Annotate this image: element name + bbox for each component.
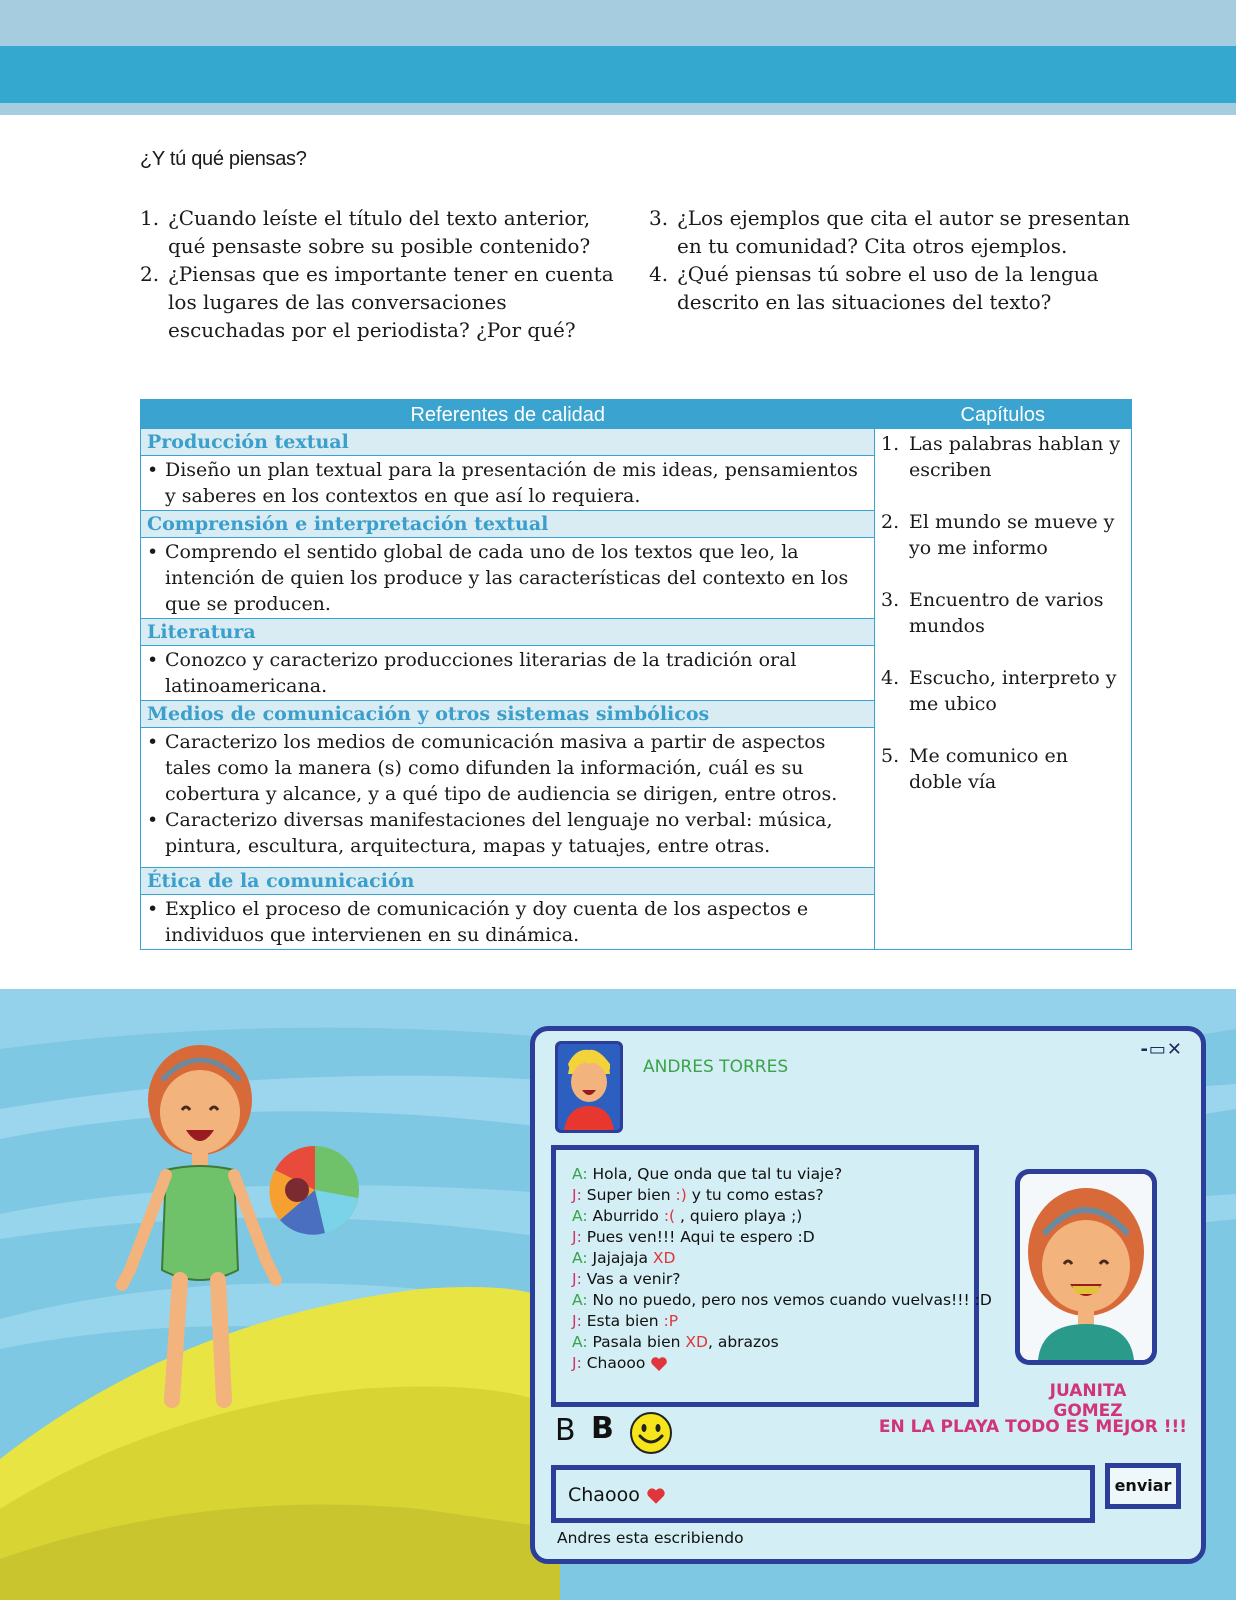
question-3: 3. ¿Los ejemplos que cita el autor se presentan en tu comunidad? Cita otros ejemplos. (649, 206, 1131, 258)
section-title: Literatura (141, 618, 874, 646)
section-items (141, 538, 874, 618)
boy-avatar-icon (558, 1044, 620, 1130)
question-1: 1. ¿Cuando leíste el título del texto anterior, qué pensaste sobre su posible contenido? (140, 206, 591, 258)
contact-name: ANDRES TORRES (643, 1057, 789, 1077)
referent-item: • Diseño un plan textual para la presentación de mis ideas, pensamientos y saberes en los contextos en que así lo requiera. (141, 457, 874, 509)
chat-message: A: No no puedo, pero nos vemos cuando vuelvas!!! :D (572, 1291, 992, 1309)
section-items (141, 895, 874, 949)
smiley-icon[interactable] (629, 1411, 673, 1455)
section-items (141, 646, 874, 700)
chat-message: J: Vas a venir? (572, 1270, 681, 1288)
chat-message: A: Aburrido :( , quiero playa ;) (572, 1207, 803, 1225)
referent-item: • Caracterizo los medios de comunicación masiva a partir de aspectos tales como la manera (s) como difunden la información, cuál es su cobertura y alcance, y a qué tipo de audiencia se dirigen, entre otros. (141, 729, 874, 807)
chapter-item: 3. Encuentro de varios mundos (881, 589, 1104, 637)
girl-illustration (100, 1040, 400, 1430)
send-button[interactable]: enviar (1105, 1463, 1181, 1509)
contact-avatar (555, 1041, 623, 1133)
table-header-chapters: Capítulos (875, 400, 1132, 430)
chapter-item: 1. Las palabras hablan y escriben (881, 433, 1121, 481)
window-controls[interactable]: -▭✕ (1140, 1039, 1183, 1060)
questions-left (140, 204, 620, 344)
questions-right (649, 204, 1134, 316)
font-normal-button[interactable]: B (555, 1413, 576, 1448)
quality-referents-table (140, 399, 1132, 950)
question-3-text: ¿Los ejemplos que cita el autor se presentan en tu comunidad? Cita otros ejemplos. (677, 206, 1131, 258)
section-title: Medios de comunicación y otros sistemas simbólicos (141, 700, 874, 728)
referent-item: • Caracterizo diversas manifestaciones del lenguaje no verbal: música, pintura, escultura, arquitectura, mapas y tatuajes, entre otras. (141, 807, 874, 859)
referent-item: • Explico el proceso de comunicación y doy cuenta de los aspectos e individuos que intervienen en su dinámica. (141, 896, 874, 948)
referent-item: • Conozco y caracterizo producciones literarias de la tradición oral latinoamericana. (141, 647, 874, 699)
section-items (141, 728, 874, 867)
user-avatar (1015, 1169, 1157, 1365)
question-4: 4. ¿Qué piensas tú sobre el uso de la lengua descrito en las situaciones del texto? (649, 262, 1099, 314)
section-title: Comprensión e interpretación textual (141, 510, 874, 538)
question-4-text: ¿Qué piensas tú sobre el uso de la lengua descrito en las situaciones del texto? (677, 262, 1099, 314)
chapters-cell (875, 429, 1132, 950)
chapter-item: 4. Escucho, interpreto y me ubico (881, 667, 1117, 715)
table-header-referents: Referentes de calidad (141, 400, 875, 430)
question-1-text: ¿Cuando leíste el título del texto anterior, qué pensaste sobre su posible contenido? (168, 206, 591, 258)
girl-avatar-icon (1020, 1174, 1152, 1360)
chapter-item: 5. Me comunico en doble vía (881, 745, 1068, 793)
header-band-dark (0, 46, 1236, 103)
section-title: Ética de la comunicación (141, 867, 874, 895)
chapters-list (875, 431, 1131, 795)
user-status-message: EN LA PLAYA TODO ES MEJOR !!! (878, 1417, 1187, 1437)
chapter-item: 2. El mundo se mueve y yo me informo (881, 511, 1115, 559)
heart-icon (650, 1356, 668, 1372)
message-input[interactable]: Chaooo (551, 1465, 1095, 1523)
section-items (141, 456, 874, 510)
heart-icon (646, 1487, 666, 1505)
referent-item: • Comprendo el sentido global de cada uno de los textos que leo, la intención de quien los produce y las características del contexto en los que se producen. (141, 539, 874, 617)
user-name: JUANITA GOMEZ (1049, 1381, 1127, 1421)
chat-message: J: Super bien :) y tu como estas? (572, 1186, 824, 1204)
font-bold-button[interactable]: B (591, 1411, 614, 1446)
chat-message: A: Jajajaja XD (572, 1249, 676, 1267)
section-title: Producción textual (141, 429, 874, 456)
questions-heading: ¿Y tú qué piensas? (140, 148, 307, 170)
chat-message: J: Esta bien :P (572, 1312, 679, 1330)
question-2: 2. ¿Piensas que es importante tener en cuenta los lugares de las conversaciones escuchadas por el periodista? ¿Por qué? (140, 262, 614, 342)
chat-message: A: Hola, Que onda que tal tu viaje? (572, 1165, 843, 1183)
chat-message: A: Pasala bien XD, abrazos (572, 1333, 779, 1351)
chat-message: J: Chaooo (572, 1353, 958, 1374)
chat-log[interactable] (551, 1145, 992, 1407)
chat-message: J: Pues ven!!! Aqui te espero :D (572, 1228, 815, 1246)
question-2-text: ¿Piensas que es importante tener en cuenta los lugares de las conversaciones escuchadas por el periodista? ¿Por qué? (168, 262, 614, 342)
typing-indicator: Andres esta escribiendo (557, 1529, 744, 1547)
chat-window (530, 1026, 1206, 1564)
referents-cell (141, 429, 875, 950)
